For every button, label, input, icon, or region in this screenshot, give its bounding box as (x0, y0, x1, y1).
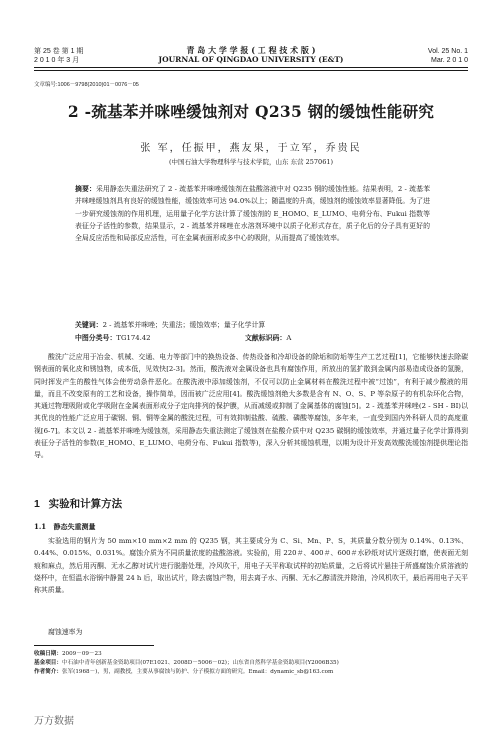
footnote-rule (34, 645, 154, 646)
header-rule-thick (34, 67, 468, 68)
section-number: 1 (34, 498, 40, 510)
abstract (75, 183, 430, 244)
affiliation: (中国石油大学物理科学与技术学院，山东 东营 257061) (168, 158, 334, 166)
classification (75, 332, 430, 344)
keywords (75, 319, 430, 331)
doc-code-label: 文献标识码： (244, 334, 287, 342)
volume-issue: 第 25 卷 第 1 期 (34, 48, 84, 55)
abstract-text: 采用静态失重法研究了 2 - 巯基苯并咪唑缓蚀剂在盐酸溶液中对 Q235 钢的缓蚀性能。结果表明，2 - 巯基苯并咪唑缓蚀剂具有良好的缓蚀性能，缓蚀效率可达 94.0%以上；随温度的升高，缓蚀剂的缓蚀效率显著降低。为了进一步研究缓蚀剂的作用机理，运用量子化学方法计算了缓蚀剂的 E_HOMO、E_LUMO、电荷分布、Fukui 指数等表征分子活性的参数，结果显示，2 - 巯基苯并咪唑在水溶剂环境中以质子化形式存在，质子化后的分子具有更好的全局反应活性和局部反应活性，可在金属表面形成多中心的吸附，从而提高了缓蚀效率。 (75, 185, 431, 243)
doc-code-value: A (286, 334, 292, 342)
corrosion-rate-label: 腐蚀速率为 (48, 628, 83, 636)
volume-en: Vol. 25 No. 1 (427, 48, 468, 55)
clc-value: TG174.42 (116, 334, 151, 342)
authors: 张 军，任振甲，燕友果，于立军，乔贵民 (140, 143, 362, 154)
abstract-label: 摘要： (75, 185, 96, 193)
keywords-text: 2 - 巯基苯并咪唑；失重法；缓蚀效率；量子化学计算 (102, 321, 266, 329)
introduction-paragraph: 酸洗广泛应用于冶金、机械、交通、电力等部门中的换热设备、传热设备和冷却设备的除垢和防垢等生产工艺过程[1]，它能够快速去除碳钢表面的氧化皮和锈蚀物，成本低，见效快[2-3]。然而，酸洗液对金属设备也具有腐蚀作用，所放出的氢扩散到金属内部易造成设备的氢脆，同时挥发产生的酸性气体会使劳动条件恶化。在酸洗液中添加缓蚀剂，不仅可以防止金属材料在酸洗过程中被“过蚀”，有利于减少酸液的用量，而且不改变原有的工艺和设备，操作简单，因而被广泛应用[4]。酸洗缓蚀剂绝大多数是含有 N、O、S、P 等杂原子的有机杂环化合物，其通过物理吸附或化学吸附在金属表面形成分子定向排列的保护膜，从而减缓或抑制了金属基体的腐蚀[5]。2 - 巯基苯并咪唑(2 - SH - BI)以其优良的性能广泛应用于碳钢、铜、铜等金属的酸洗过程，可有效抑制盐酸、硫酸、磷酸等腐蚀，多年来，一直受到国内外科研人员的高度重视[6-7]。本文以 2 - 巯基苯并咪唑为缓蚀剂，采用静态失重法测定了缓蚀剂在盐酸介质中对 Q235 碳钢的缓蚀效率，并通过量子化学计算得到表征分子活性的参数(E_HOMO、E_LUMO、电荷分布、Fukui 指数等)，深入分析其缓蚀机理，以期为设计开发高效酸洗缓蚀剂提供理论指导。 (34, 353, 468, 460)
experiment-paragraph: 实验选用的钢片为 50 mm×10 mm×2 mm 的 Q235 钢，其主要成分为 C、Si、Mn、P、S，其质量分数分别为 0.14%、0.13%、0.44%、0.015%、0.031%。腐蚀介质为不同质量浓度的盐酸溶液。实验前，用 220＃、400＃、600＃水砂纸对试片逐级打磨，使表面无刻痕和麻点，然后用丙酮、无水乙醇对试片进行脱脂处理，冷风吹干，用电子天平称取试样的初始质量，之后将试片悬挂于所盛腐蚀介质溶液的烧杯中，在恒温水浴锅中静置 24 h 后，取出试片，除去腐蚀产物，用去离子水、丙酮、无水乙醇清洗并除油，冷风机吹干，最后再用电子天平称其质量。 (34, 537, 468, 595)
issue-date-en: Mar. 2 0 1 0 (431, 57, 468, 64)
footnotes (34, 650, 468, 678)
issue-date-cn: 2 0 1 0 年 3 月 (34, 57, 80, 64)
subsection-number: 1.1 (34, 522, 47, 531)
header-rule-thin (34, 70, 468, 71)
journal-title-en: JOURNAL OF QINGDAO UNIVERSITY (E&T) (158, 55, 344, 64)
keywords-label: 关键词： (75, 321, 103, 329)
subsection-heading (34, 522, 96, 532)
footnote-received: 收稿日期：2009－09－23 (34, 651, 102, 657)
subsection-title: 静态失重测量 (53, 522, 96, 531)
article-number: 文章编号:1006－9798(2010)01－0076－05 (34, 82, 139, 88)
section-heading (34, 496, 122, 511)
footnote-author: 作者简介：张军(1968－)，男，副教授，主要从事腐蚀与防护、分子模拟方面的研究。Email：dynamic_sb@163.com (34, 669, 334, 676)
section-title: 实验和计算方法 (48, 498, 123, 510)
footnote-fund: 基金项目：中石油中青年创新基金资助项目(07E1021、2008D－5006－02)；山东省自然科学基金资助项目(Y2006B35) (34, 660, 339, 667)
journal-title-cn: 青 岛 大 学 学 报 ( 工 程 技 术 版 ) (186, 45, 316, 55)
clc-label: 中图分类号： (75, 334, 117, 342)
paper-title: 2 -巯基苯并咪唑缓蚀剂对 Q235 钢的缓蚀性能研究 (67, 102, 435, 121)
watermark-text: 万方数据 (34, 716, 74, 727)
